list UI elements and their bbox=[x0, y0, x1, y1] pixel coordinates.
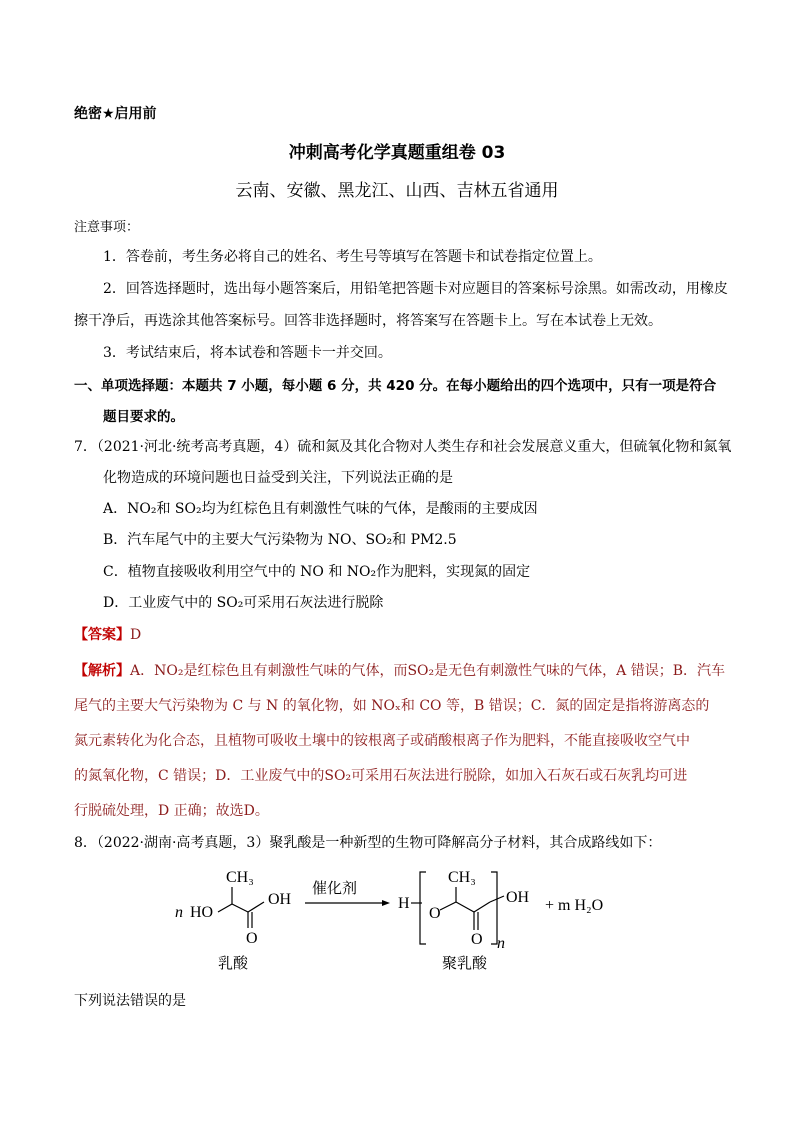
notice-item: 2．回答选择题时，选出每小题答案后，用铅笔把答题卡对应题目的答案标号涂黑。如需改动，用橡皮 bbox=[103, 281, 728, 297]
secret-label: 绝密★启用前 bbox=[74, 106, 157, 122]
notice-item: 3．考试结束后，将本试卷和答题卡一并交回。 bbox=[103, 345, 392, 361]
water-product: + m H₂O bbox=[545, 897, 604, 914]
answer-label: 【答案】 bbox=[74, 627, 130, 643]
q8-tail: 下列说法错误的是 bbox=[74, 993, 186, 1009]
ch3-left-label: CH₃ bbox=[226, 869, 254, 886]
q7-option-d: D．工业废气中的 SO₂可采用石灰法进行脱除 bbox=[103, 595, 384, 611]
q7-stem-line1: 7．（2021·河北·统考高考真题，4）硫和氮及其化合物对人类生存和社会发展意义重大，但硫氧化物和氮氧 bbox=[74, 439, 732, 455]
o-chain-label: O bbox=[429, 905, 441, 922]
q7-option-a: A．NO₂和 SO₂均为红棕色且有刺激性气味的气体，是酸雨的主要成因 bbox=[103, 501, 538, 517]
analysis-label: 【解析】 bbox=[74, 663, 130, 679]
page-subtitle: 云南、安徽、黑龙江、山西、吉林五省通用 bbox=[235, 181, 559, 201]
q7-analysis-line: 氮元素转化为化合态，且植物可吸收土壤中的铵根离子或硝酸根离子作为肥料，不能直接吸收空气中 bbox=[74, 733, 690, 749]
notice-item: 擦干净后，再选涂其他答案标号。回答非选择题时，将答案写在答题卡上。写在本试卷上无效。 bbox=[74, 313, 662, 329]
h-end-label: H bbox=[398, 895, 410, 912]
polylactic-acid-label: 聚乳酸 bbox=[442, 954, 488, 972]
reaction-arrow bbox=[305, 900, 390, 906]
q7-stem-line2: 化物造成的环境问题也日益受到关注，下列说法正确的是 bbox=[103, 470, 453, 486]
n-subscript: n bbox=[497, 935, 505, 952]
q7-option-b: B．汽车尾气中的主要大气污染物为 NO、SO₂和 PM2.5 bbox=[103, 532, 457, 548]
ch3-right-label: CH₃ bbox=[448, 869, 476, 886]
q8-stem: 8．（2022·湖南·高考真题，3）聚乳酸是一种新型的生物可降解高分子材料，其合成路线如下： bbox=[74, 835, 662, 851]
section-heading-line2: 题目要求的。 bbox=[103, 409, 184, 425]
answer-value: D bbox=[130, 627, 142, 643]
q7-analysis-line: 尾气的主要大气污染物为 C 与 N 的氧化物，如 NOₓ和 CO 等，B 错误；C．氮的固定是指将游离态的 bbox=[74, 698, 710, 714]
o-right-label: O bbox=[471, 931, 483, 948]
notice-heading: 注意事项： bbox=[74, 220, 140, 235]
analysis-text: A．NO₂是红棕色且有刺激性气味的气体，而SO₂是无色有刺激性气味的气体，A 错误；B．汽车 bbox=[130, 663, 725, 679]
section-heading-line1: 一、单项选择题：本题共 7 小题，每小题 6 分，共 420 分。在每小题给出的四个选项中，只有一项是符合 bbox=[74, 378, 717, 394]
q7-analysis-line: 行脱硫处理，D 正确；故选D。 bbox=[74, 803, 269, 819]
q7-analysis-line bbox=[74, 660, 725, 680]
n-coefficient: n bbox=[175, 904, 183, 921]
o-left-label: O bbox=[246, 930, 258, 947]
reaction-scheme bbox=[160, 860, 640, 975]
lactic-acid-label: 乳酸 bbox=[218, 954, 249, 972]
notice-item: 1．答卷前，考生务必将自己的姓名、考生号等填写在答题卡和试卷指定位置上。 bbox=[103, 249, 602, 265]
page-title: 冲刺高考化学真题重组卷 03 bbox=[288, 143, 506, 163]
oh-left-label: OH bbox=[268, 891, 292, 908]
lactic-acid-bonds bbox=[218, 887, 264, 928]
q7-analysis-line: 的氮氧化物，C 错误；D．工业废气中的SO₂可采用石灰法进行脱除，如加入石灰石或石灰乳均可进 bbox=[74, 768, 688, 784]
q7-answer bbox=[74, 624, 141, 644]
catalyst-label: 催化剂 bbox=[312, 879, 358, 897]
oh-right-label: OH bbox=[506, 889, 530, 906]
ho-label: HO bbox=[190, 904, 214, 921]
q7-option-c: C．植物直接吸收利用空气中的 NO 和 NO₂作为肥料，实现氮的固定 bbox=[103, 564, 531, 580]
